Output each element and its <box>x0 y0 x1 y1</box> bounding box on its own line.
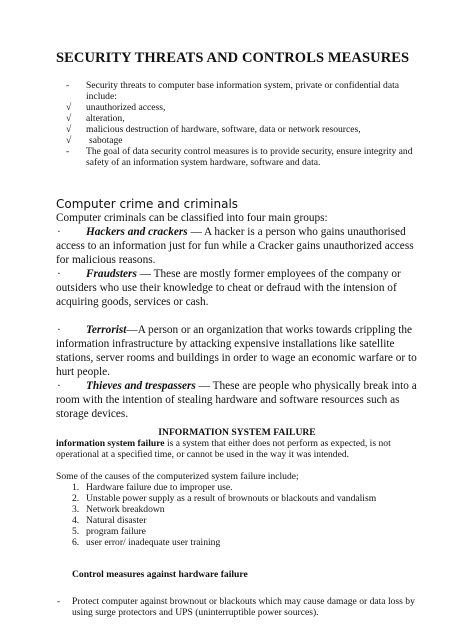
section-heading-failure: INFORMATION SYSTEM FAILURE <box>158 427 316 438</box>
cause-number: 5. <box>72 526 80 537</box>
terrorist-line: stations, server rooms and buildings in order to wage an economic warfare or to <box>56 352 417 364</box>
cause-item: Unstable power supply as a result of brownouts or blackouts and vandalism <box>86 493 377 504</box>
cause-number: 2. <box>72 493 80 504</box>
check-icon: √ <box>66 102 72 113</box>
fraudsters-line: Fraudsters — These are mostly former employees of the company or <box>86 268 401 280</box>
hackers-line: for malicious reasons. <box>56 254 156 266</box>
cause-item: Natural disaster <box>86 515 147 526</box>
bullet-icon: · <box>57 268 61 280</box>
crime-lead: Computer criminals can be classified into four main groups: <box>56 212 328 224</box>
thieves-line: Thieves and trespassers — These are people who physically break into a <box>86 380 417 392</box>
failure-definition: information system failure is a system that either does not perform as expected, is not <box>56 438 391 449</box>
thieves-line: storage devices. <box>56 408 129 420</box>
bullet-icon: · <box>57 226 61 238</box>
check-icon: √ <box>66 113 72 124</box>
control-line: Protect computer against brownout or blackouts which may cause damage or data loss by <box>72 596 415 607</box>
terrorist-line: hurt people. <box>56 366 110 378</box>
intro-line: Security threats to computer base information system, private or confidential data <box>86 80 400 91</box>
section-heading-crime: Computer crime and criminals <box>56 197 239 211</box>
intro-line: include: <box>86 91 117 102</box>
control-line: using surge protectors and UPS (uninterruptible power sources). <box>72 607 319 618</box>
cause-number: 1. <box>72 482 80 493</box>
dash-marker: - <box>66 146 70 157</box>
terrorist-line: Terrorist—A person or an organization that works towards crippling the <box>86 324 412 336</box>
check-item: sabotage <box>89 135 123 146</box>
intro-line: safety of an information system hardware, software and data. <box>86 157 321 168</box>
cause-number: 6. <box>72 537 80 548</box>
failure-definition: operational at a specified time, or cannot be used in the way it was intended. <box>56 449 350 460</box>
cause-number: 3. <box>72 504 80 515</box>
check-item: alteration, <box>86 113 125 124</box>
dash-marker: - <box>57 596 61 607</box>
bullet-icon: · <box>57 324 61 336</box>
cause-item: user error/ inadequate user training <box>86 537 221 548</box>
cause-item: Hardware failure due to improper use. <box>86 482 233 493</box>
cause-number: 4. <box>72 515 80 526</box>
hackers-line: Hackers and crackers — A hacker is a person who gains unauthorised <box>86 226 406 238</box>
fraudsters-line: acquiring goods, services or cash. <box>56 296 209 308</box>
cause-item: Network breakdown <box>86 504 165 515</box>
check-icon: √ <box>66 135 72 146</box>
dash-marker: - <box>66 80 70 91</box>
causes-lead: Some of the causes of the computerized system failure include; <box>56 471 299 482</box>
thieves-line: room with the intention of stealing hardware and software resources such as <box>56 394 400 406</box>
cause-item: program failure <box>86 526 146 537</box>
intro-line: The goal of data security control measures is to provide security, ensure integrity and <box>86 146 413 157</box>
terrorist-line: information infrastructure by attacking expensive installations like satellite <box>56 338 395 350</box>
hackers-line: access to an information just for fun while a Cracker gains unauthorized access <box>56 240 414 252</box>
section-heading-control: Control measures against hardware failure <box>72 569 248 580</box>
page-title: SECURITY THREATS AND CONTROLS MEASURES <box>56 50 410 66</box>
bullet-icon: · <box>57 380 61 392</box>
check-icon: √ <box>66 124 72 135</box>
check-item: malicious destruction of hardware, software, data or network resources, <box>86 124 361 135</box>
check-item: unauthorized access, <box>86 102 166 113</box>
fraudsters-line: outsiders who use their knowledge to cheat or defraud with the intension of <box>56 282 397 294</box>
